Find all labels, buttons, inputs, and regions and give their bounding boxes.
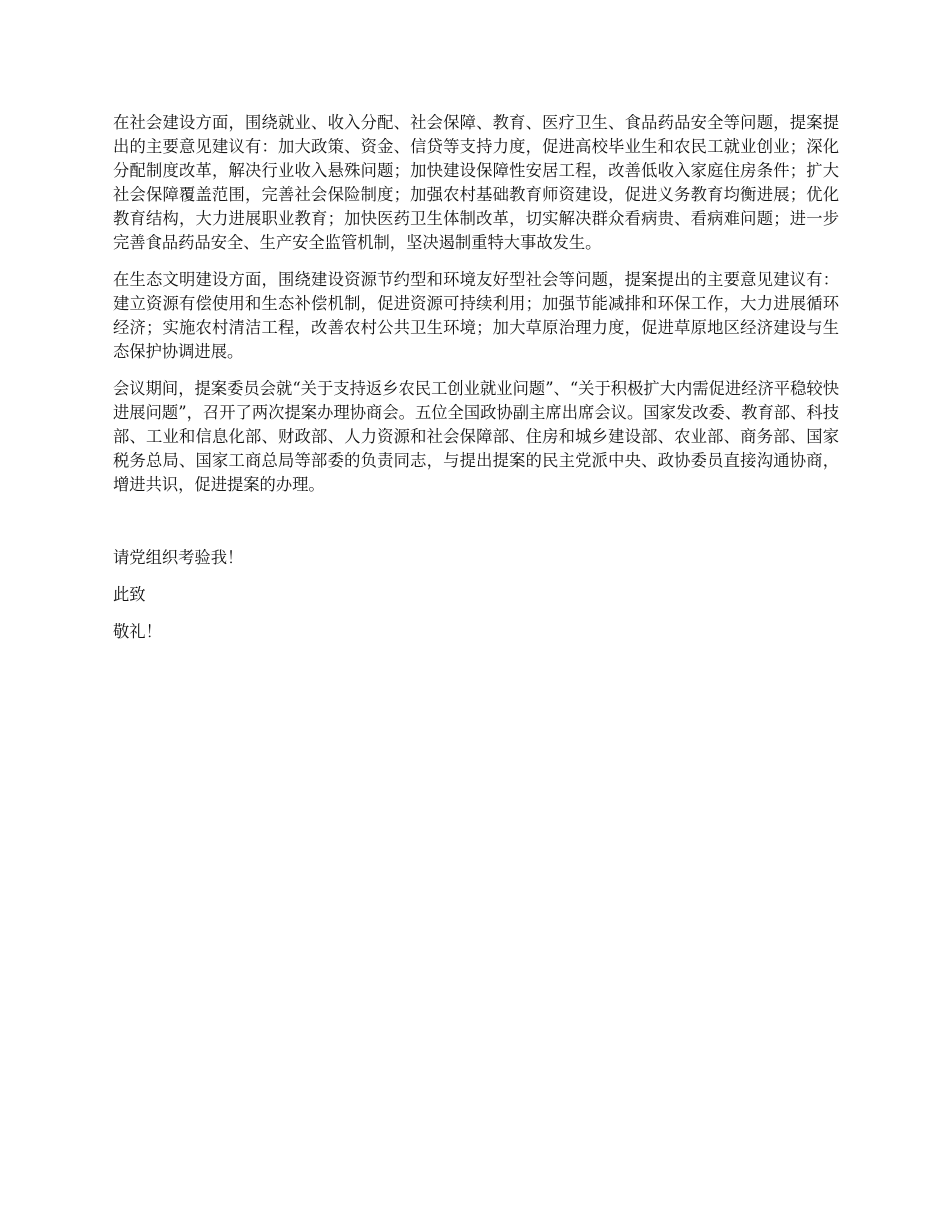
closing-regards: 敬礼！ [113,622,162,641]
closing-request: 请党组织考验我！ [113,548,244,567]
paragraph-ecological-civilization: 在生态文明建设方面，围绕建设资源节约型和环境友好型社会等问题，提案提出的主要意见建议有：建立资源有偿使用和生态补偿机制，促进资源可持续利用；加强节能减排和环保工作，大力进展循环经济；实施农村清洁工程，改善农村公共卫生环境；加大草原治理力度，促进草原地区经济建设与生态保护协调进展。 [113,270,839,361]
paragraph-meeting-period: 会议期间，提案委员会就“关于支持返乡农民工创业就业问题”、“关于积极扩大内需促进经济平稳较快进展问题”，召开了两次提案办理协商会。五位全国政协副主席出席会议。国家发改委、教育部、科技部、工业和信息化部、财政部、人力资源和社会保障部、住房和城乡建设部、农业部、商务部、国家税务总局、国家工商总局等部委的负责同志，与提出提案的民主党派中央、政协委员直接沟通协商，增进共识，促进提案的办理。 [113,379,839,494]
section-spacer [113,510,839,546]
document-page [113,111,839,657]
closing-salutation: 此致 [113,585,146,604]
paragraph-social-construction: 在社会建设方面，围绕就业、收入分配、社会保障、教育、医疗卫生、食品药品安全等问题，提案提出的主要意见建议有：加大政策、资金、信贷等支持力度，促进高校毕业生和农民工就业创业；深化分配制度改革，解决行业收入悬殊问题；加快建设保障性安居工程，改善低收入家庭住房条件；扩大社会保障覆盖范围，完善社会保险制度；加强农村基础教育师资建设，促进义务教育均衡进展；优化教育结构，大力进展职业教育；加快医药卫生体制改革，切实解决群众看病贵、看病难问题；进一步完善食品药品安全、生产安全监管机制，坚决遏制重特大事故发生。 [113,113,839,252]
